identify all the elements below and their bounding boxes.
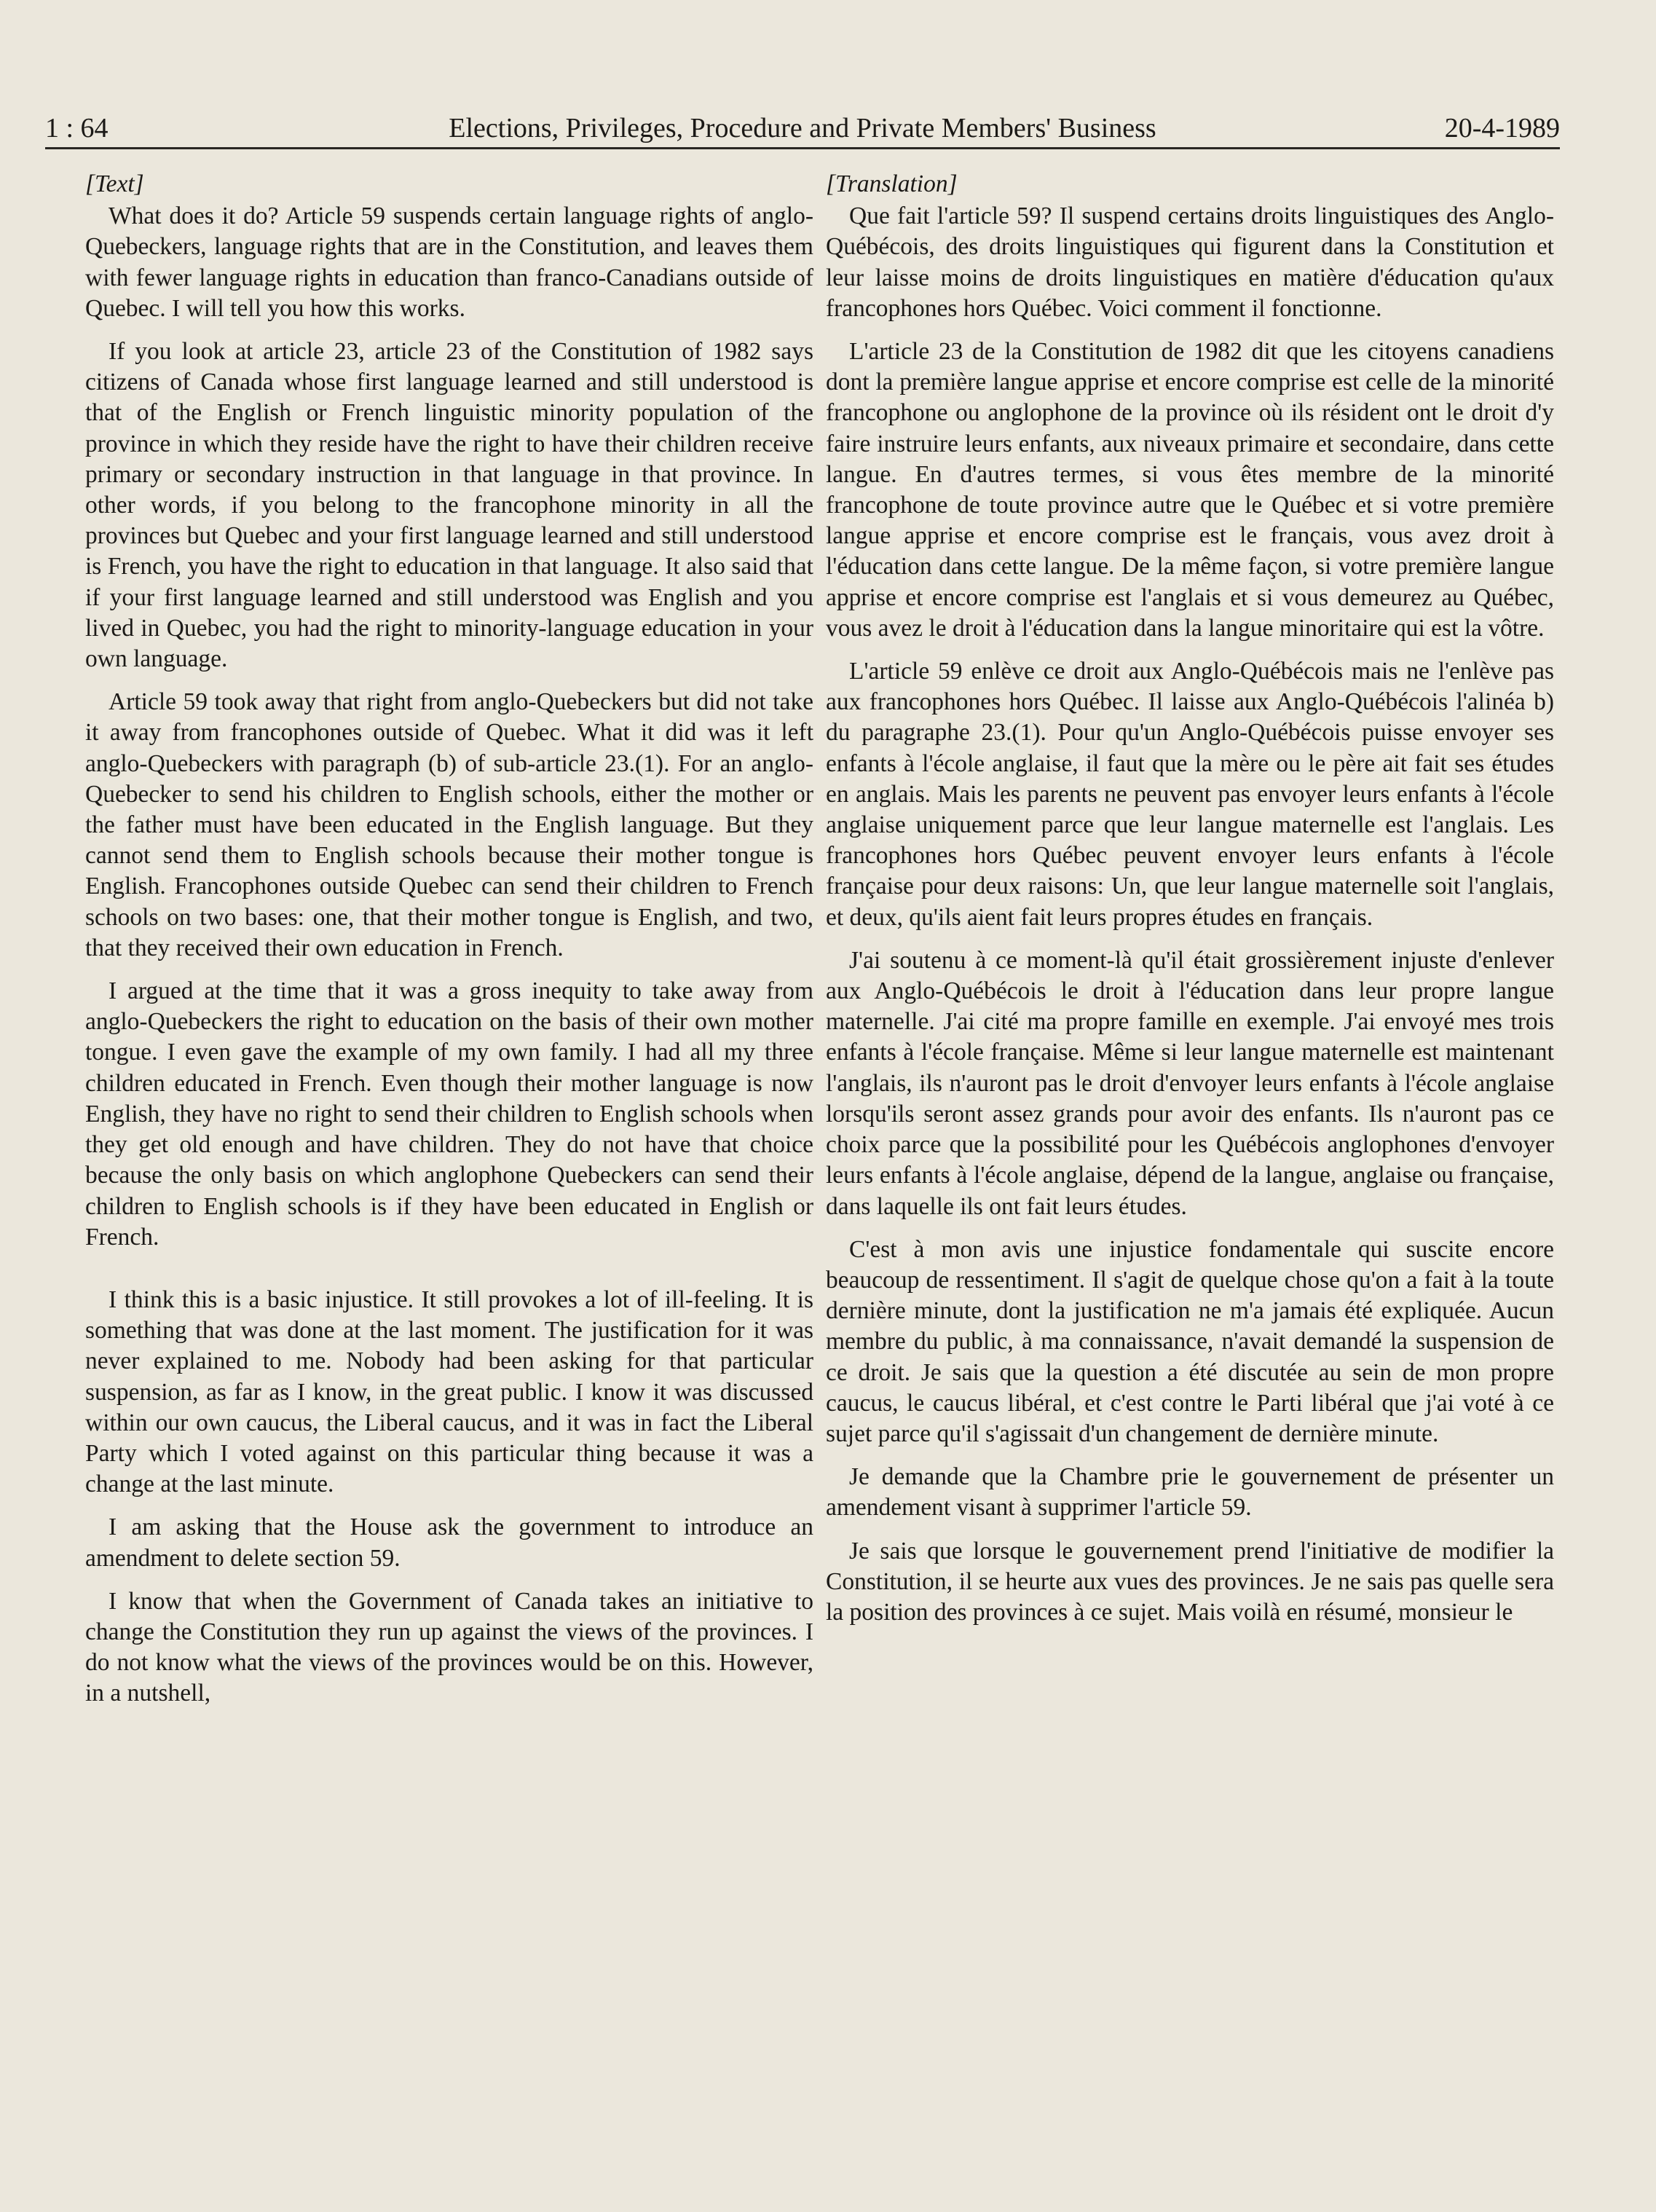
- paragraph: If you look at article 23, article 23 of the Constitution of 1982 says citizens of Canada whose first language learned and still understood is that of the English or French linguistic minority population of the province in which they reside have the right to have their children receive primary or secondary instruction in that language in that province. In other words, if you belong to the francophone minority in all the provinces but Quebec and your first language learned and still understood is French, you have the right to education in that language. It also said that if your first language learned and still understood was English and you lived in Quebec, you had the right to minority-language education in your own language.: [85, 338, 813, 673]
- paragraph: L'article 23 de la Constitution de 1982 dit que les citoyens canadiens dont la première langue apprise et encore comprise est celle de la minorité francophone ou anglophone de la province où ils résident ont le droit d'y faire instruire leurs enfants, aux niveaux primaire et secondaire, dans cette langue. En d'autres termes, si vous êtes membre de la minorité francophone de toute province autre que le Québec et si votre première langue apprise et encore comprise est le français, vous avez droit à l'éducation dans cette langue. De la même façon, si votre première langue apprise et encore comprise est l'anglais et si vous demeurez au Québec, vous avez le droit à l'éducation dans la langue minoritaire qui est la vôtre.: [826, 338, 1554, 642]
- paragraph: What does it do? Article 59 suspends certain language rights of anglo-Quebeckers, language rights that are in the Constitution, and leaves them with fewer language rights in education than franco-Canadians outside of Quebec. I will tell you how this works.: [85, 202, 813, 322]
- paragraph: Que fait l'article 59? Il suspend certains droits linguistiques des Anglo-Québécois, des droits linguistiques qui figurent dans la Constitution et leur laisse moins de droits linguistiques en matière d'éducation qu'aux francophones hors Québec. Voici comment il fonctionne.: [826, 202, 1554, 322]
- page-number: 1 : 64: [45, 113, 109, 143]
- paragraph: Je demande que la Chambre prie le gouvernement de présenter un amendement visant à supprimer l'article 59.: [826, 1463, 1554, 1522]
- paragraph: I argued at the time that it was a gross inequity to take away from anglo-Quebeckers the right to education on the basis of their own mother tongue. I even gave the example of my own family. I had all my three children educated in French. Even though their mother language is now English, they have no right to send their children to English schools when they get old enough and have children. They do not have that choice because the only basis on which anglophone Quebeckers can send their children to English schools is if they have been educated in English or French.: [85, 977, 813, 1251]
- paragraph: I think this is a basic injustice. It still provokes a lot of ill-feeling. It is something that was done at the last moment. The justification for it was never explained to me. Nobody had been asking for that particular suspension, as far as I know, in the great public. I know it was discussed within our own caucus, the Liberal caucus, and it was in fact the Liberal Party which I voted against on this particular thing because it was a change at the last minute.: [85, 1286, 813, 1498]
- translation-label: [Translation]: [826, 170, 958, 197]
- paragraph: I am asking that the House ask the government to introduce an amendment to delete section 59.: [85, 1514, 813, 1572]
- paragraph: L'article 59 enlève ce droit aux Anglo-Québécois mais ne l'enlève pas aux francophones hors Québec. Il laisse aux Anglo-Québécois l'alinéa b) du paragraphe 23.(1). Pour qu'un Anglo-Québécois puisse envoyer ses enfants à l'école anglaise, il faut que la mère ou le père ait fait ses études en anglais. Mais les parents ne peuvent pas envoyer leurs enfants à l'école anglaise uniquement parce que leur langue maternelle est l'anglais. Les francophones hors Québec peuvent envoyer leurs enfants à l'école française pour deux raisons: Un, que leur langue maternelle soit l'anglais, et deux, qu'ils aient fait leurs propres études en français.: [826, 658, 1554, 931]
- running-header: [45, 103, 1560, 149]
- french-column: [826, 169, 1554, 1640]
- header-title: Elections, Privileges, Procedure and Private Members' Business: [449, 113, 1156, 143]
- paragraph: C'est à mon avis une injustice fondamentale qui suscite encore beaucoup de ressentiment. Il s'agit de quelque chose qu'on a fait à la toute dernière minute, dont la justification ne m'a jamais été expliquée. Aucun membre du public, à ma connaissance, n'avait demandé la suspension de ce droit. Je sais que la question a été discutée au sein de mon propre caucus, le caucus libéral, et c'est contre le Parti libéral que j'ai voté à ce sujet parce qu'il s'agissait d'un changement de dernière minute.: [826, 1235, 1554, 1447]
- paragraph: I know that when the Government of Canada takes an initiative to change the Constitution they run up against the views of the provinces. I do not know what the views of the provinces would be on this. However, in a nutshell,: [85, 1587, 813, 1707]
- paragraph: Article 59 took away that right from anglo-Quebeckers but did not take it away from francophones outside of Quebec. What it did was it left anglo-Quebeckers with paragraph (b) of sub-article 23.(1). For an anglo-Quebecker to send his children to English schools, either the mother or the father must have been educated in the English language. But they cannot send them to English schools because their mother tongue is English. Francophones outside Quebec can send their children to French schools on two bases: one, that their mother tongue is English, and two, that they received their own education in French.: [85, 688, 813, 961]
- english-column: [85, 169, 813, 1722]
- paragraph: J'ai soutenu à ce moment-là qu'il était grossièrement injuste d'enlever aux Anglo-Québécois le droit à l'éducation dans leur propre langue maternelle. J'ai cité ma propre famille en exemple. J'ai envoyé mes trois enfants à l'école française. Même si leur langue maternelle est maintenant l'anglais, ils n'auront pas le droit d'envoyer leurs enfants à l'école anglaise lorsqu'ils seront assez grands pour avoir des enfants. Ils n'auront pas ce choix parce que la possibilité pour les Québécois anglophones d'envoyer leurs enfants à l'école anglaise, dépend de la langue, anglaise ou française, dans laquelle ils ont fait leurs études.: [826, 946, 1554, 1220]
- paragraph: Je sais que lorsque le gouvernement prend l'initiative de modifier la Constitution, il se heurte aux vues des provinces. Je ne sais pas quelle sera la position des provinces à ce sujet. Mais voilà en résumé, monsieur le: [826, 1537, 1554, 1626]
- text-label: [Text]: [85, 170, 144, 197]
- header-date: 20-4-1989: [1444, 113, 1560, 143]
